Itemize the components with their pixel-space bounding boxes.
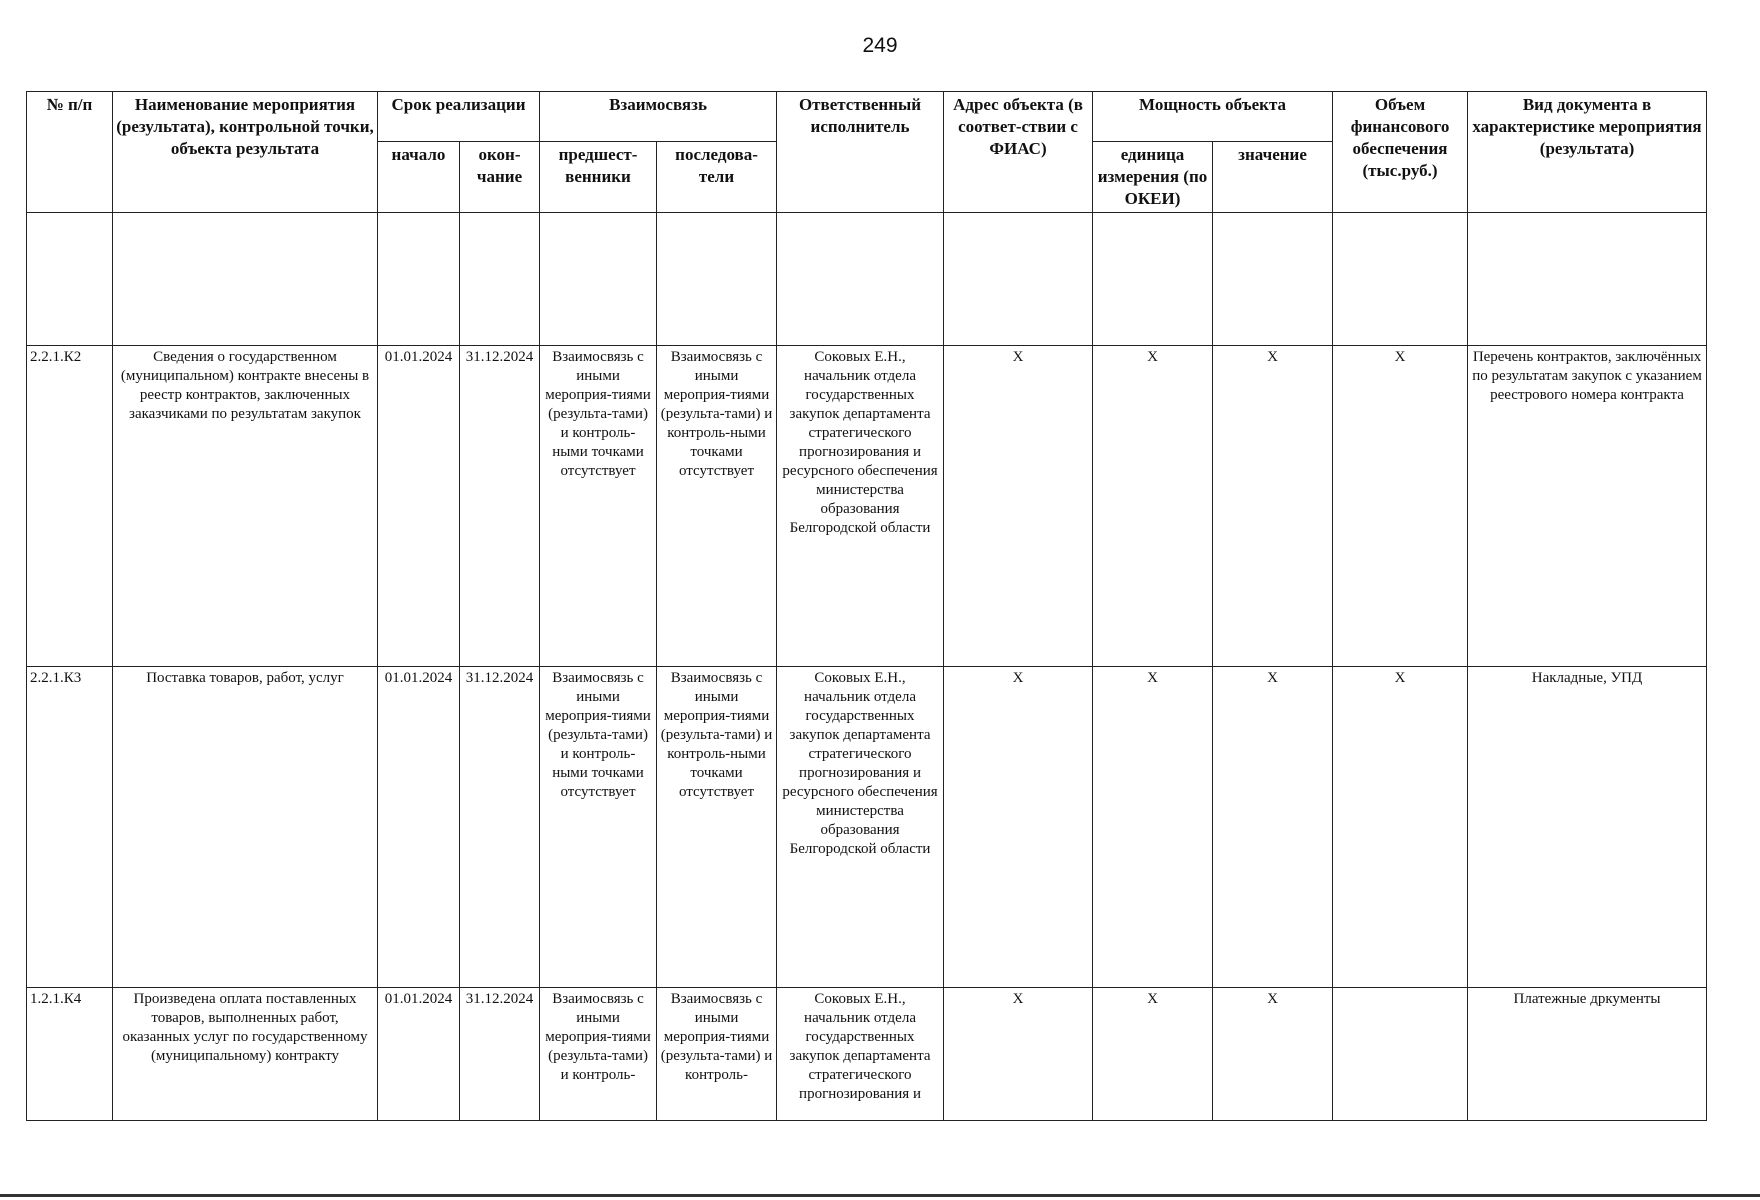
cell-start: 01.01.2024 [378,988,460,1121]
header-capacity-unit: единица измерения (по ОКЕИ) [1093,142,1213,213]
header-finance: Объем финансового обеспечения (тыс.руб.) [1333,92,1468,213]
cell-start: 01.01.2024 [378,667,460,988]
cell-value: X [1213,988,1333,1121]
cell-num: 1.2.1.К4 [27,988,113,1121]
cell-num: 2.2.1.К3 [27,667,113,988]
cell-end: 31.12.2024 [460,988,540,1121]
cell-value: X [1213,667,1333,988]
table-row [27,667,1707,988]
cell-start: 01.01.2024 [378,346,460,667]
header-capacity-value: значение [1213,142,1333,213]
cell-finance [1333,988,1468,1121]
cell-unit: X [1093,346,1213,667]
cell-finance: X [1333,346,1468,667]
header-link-next: последова-тели [657,142,777,213]
header-capacity: Мощность объекта [1093,92,1333,142]
cell-name: Произведена оплата поставленных товаров, выполненных работ, оказанных услуг по государственному (муниципальному) контракту [113,988,378,1121]
cell-responsible: Соковых Е.Н., начальник отдела государственных закупок департамента стратегического прогнозирования и ресурсного обеспечения министерства образования Белгородской области [777,346,944,667]
cell-next: Взаимосвязь с иными мероприя-тиями (результа-тами) и контроль-ными точками отсутствует [657,667,777,988]
cell-finance: X [1333,667,1468,988]
cell-num: 2.2.1.К2 [27,346,113,667]
header-link: Взаимосвязь [540,92,777,142]
header-term-end: окон-чание [460,142,540,213]
cell-prev: Взаимосвязь с иными мероприя-тиями (результа-тами) и контроль-ными точками отсутствует [540,667,657,988]
cell-prev: Взаимосвязь с иными мероприя-тиями (результа-тами) и контроль-ными точками отсутствует [540,346,657,667]
header-term: Срок реализации [378,92,540,142]
cell-doc: Платежные дркументы [1468,988,1707,1121]
cell-next: Взаимосвязь с иными мероприя-тиями (результа-тами) и контроль- [657,988,777,1121]
cell-name: Сведения о государственном (муниципальном) контракте внесены в реестр контрактов, заключенных заказчиками по результатам закупок [113,346,378,667]
page-number: 249 [862,34,898,57]
plan-table [26,91,1707,1121]
cell-value: X [1213,346,1333,667]
cell-doc: Накладные, УПД [1468,667,1707,988]
cell-address: X [944,988,1093,1121]
table-row [27,346,1707,667]
cell-name: Поставка товаров, работ, услуг [113,667,378,988]
header-num: № п/п [27,92,113,213]
cell-end: 31.12.2024 [460,667,540,988]
cell-address: X [944,346,1093,667]
header-link-prev: предшест-венники [540,142,657,213]
table-row [27,988,1707,1121]
header-term-start: начало [378,142,460,213]
cell-end: 31.12.2024 [460,346,540,667]
footer-rule [0,1194,1760,1197]
table-row-empty [27,213,1707,346]
cell-unit: X [1093,667,1213,988]
cell-responsible: Соковых Е.Н., начальник отдела государственных закупок департамента стратегического прогнозирования и [777,988,944,1121]
cell-address: X [944,667,1093,988]
cell-unit: X [1093,988,1213,1121]
table-header [27,92,1707,213]
header-doc-type: Вид документа в характеристике мероприятия (результата) [1468,92,1707,213]
header-responsible: Ответственный исполнитель [777,92,944,213]
cell-prev: Взаимосвязь с иными мероприя-тиями (результа-тами) и контроль- [540,988,657,1121]
cell-responsible: Соковых Е.Н., начальник отдела государственных закупок департамента стратегического прогнозирования и ресурсного обеспечения министерства образования Белгородской области [777,667,944,988]
header-address: Адрес объекта (в соответ-ствии с ФИАС) [944,92,1093,213]
header-name: Наименование мероприятия (результата), контрольной точки, объекта результата [113,92,378,213]
cell-doc: Перечень контрактов, заключённых по результатам закупок с указанием реестрового номера контракта [1468,346,1707,667]
cell-next: Взаимосвязь с иными мероприя-тиями (результа-тами) и контроль-ными точками отсутствует [657,346,777,667]
